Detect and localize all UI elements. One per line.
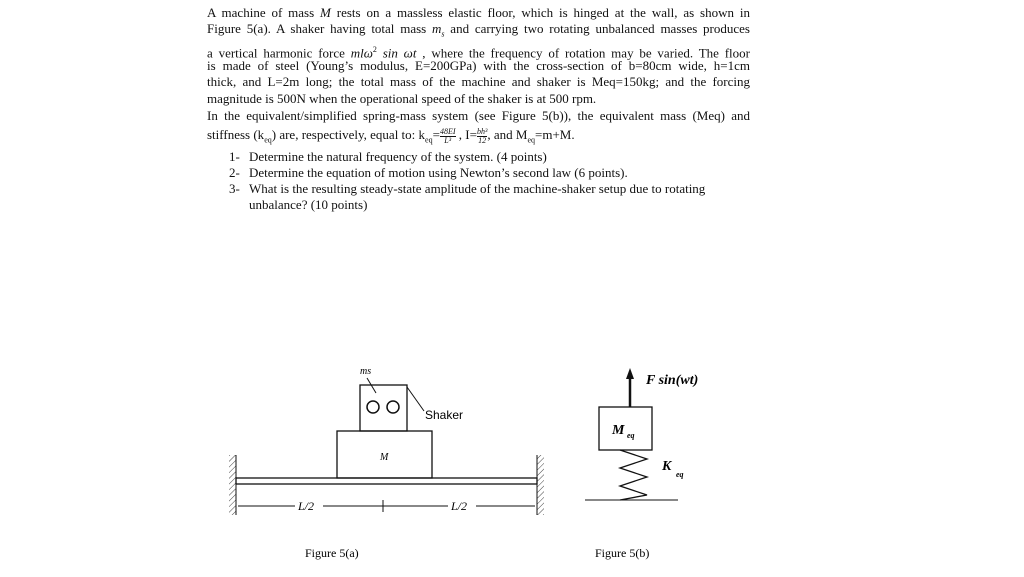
- para-line-6: magnitude is 500N when the operational speed of the shaker is at 500 rpm.: [207, 91, 597, 106]
- half-length-label-1: L/2: [298, 499, 315, 513]
- machine-label: M: [380, 452, 389, 463]
- ms-label: ms: [360, 366, 372, 377]
- inertia-fraction: $\frac{\text{bh³}}{12}$: [476, 126, 488, 145]
- unbalanced-mass-icon: [367, 401, 379, 413]
- mass-label: M: [612, 423, 625, 438]
- unbalanced-mass-icon: [387, 401, 399, 413]
- beam: [236, 478, 537, 484]
- shaker-label: Shaker: [425, 408, 464, 422]
- mass-box: [599, 407, 652, 450]
- svg-text:eq: eq: [627, 431, 635, 440]
- spring-icon: [620, 450, 647, 500]
- stiffness-label: K: [662, 459, 672, 474]
- arrow-head-icon: [626, 368, 634, 379]
- question-1: 1- Determine the natural frequency of the system. (4 points): [229, 149, 547, 164]
- question-2: 2- Determine the equation of motion using Newton’s second law (6 points).: [229, 165, 628, 180]
- figure-5a-caption: Figure 5(a): [305, 546, 359, 560]
- half-length-label-2: L/2: [451, 499, 468, 513]
- para-line-8: stiffness $(k_{eq})$ are, respectively, equal to: $k_{eq}=$ $\frac{48EI}{\text{L³}}$ , I= $\frac{\text{bh³}}{12}$ , and $M_{eq}=m+M$.: [207, 126, 575, 145]
- para-line-3: a vertical harmonic force mlω$^2$ sin ωt , where the frequency of rotation may be varied. The floor: [207, 45, 750, 61]
- left-wall: [229, 455, 236, 515]
- question-3-cont: unbalance? (10 points): [249, 197, 368, 212]
- para-line-5: thick, and L=2m long; the total mass of the machine and shaker is Meq=150kg; and the forcing: [207, 74, 750, 89]
- para-line-1: A machine of mass M rests on a massless elastic floor, which is hinged at the wall, as shown in: [207, 5, 750, 20]
- right-wall: [537, 455, 544, 515]
- keq-fraction: $\frac{48EI}{\text{L³}}$: [439, 126, 456, 145]
- question-3: 3- What is the resulting steady-state amplitude of the machine-shaker setup due to rotating: [229, 181, 706, 196]
- figure-5b-caption: Figure 5(b): [595, 546, 650, 560]
- svg-text:eq: eq: [676, 470, 684, 479]
- para-line-7: In the equivalent/simplified spring-mass system (see Figure 5(b)), the equivalent mass (Meq) and: [207, 108, 750, 123]
- figure-5a: [229, 366, 544, 560]
- figure-5b: [585, 368, 698, 560]
- para-line-4: is made of steel (Young’s modulus, E=200GPa) with the cross-section of b=80cm wide, h=1cm: [207, 58, 750, 73]
- force-label: F sin(wt): [646, 373, 699, 388]
- para-line-2: Figure 5(a). A shaker having total mass $m_s$ and carrying two rotating unbalanced masses produces: [207, 21, 750, 39]
